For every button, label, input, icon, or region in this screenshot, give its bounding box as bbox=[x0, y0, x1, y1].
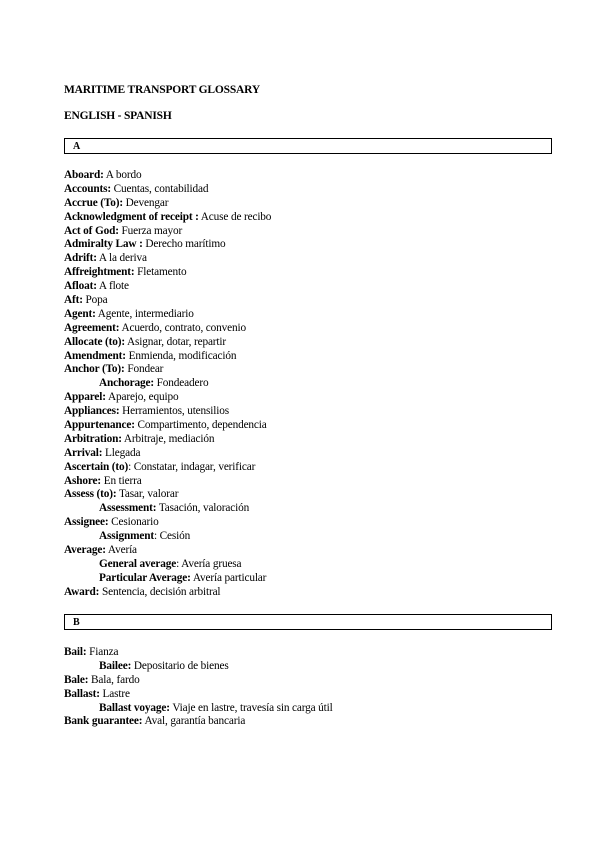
entry-term: Accrue (To): bbox=[64, 196, 123, 209]
entry-definition: A flote bbox=[96, 280, 129, 293]
entry-term: Admiralty Law : bbox=[64, 238, 143, 251]
glossary-entry bbox=[64, 225, 544, 239]
entry-definition: Sentencia, decisión arbitral bbox=[99, 585, 221, 598]
glossary-entry bbox=[64, 586, 544, 600]
entry-term: Accounts: bbox=[64, 182, 111, 195]
glossary-entry bbox=[64, 169, 544, 183]
entry-term: Assess (to): bbox=[64, 488, 117, 501]
entry-term: Bail: bbox=[64, 646, 87, 658]
glossary-entry bbox=[64, 688, 544, 702]
glossary-entry bbox=[64, 308, 544, 322]
entry-term: Bale: bbox=[64, 673, 89, 686]
entry-definition: Depositario de bienes bbox=[131, 659, 229, 672]
glossary-entry bbox=[64, 516, 544, 530]
entry-term: Amendment: bbox=[64, 349, 126, 362]
glossary-entry bbox=[64, 252, 544, 266]
glossary-entry bbox=[64, 405, 544, 419]
entry-term: Acknowledgment of receipt : bbox=[64, 210, 199, 223]
glossary-entry bbox=[64, 475, 544, 489]
entry-term: Bailee: bbox=[99, 659, 132, 672]
entry-definition: Acuse de recibo bbox=[198, 210, 272, 223]
glossary-subentry bbox=[64, 702, 544, 716]
glossary-entry bbox=[64, 674, 544, 688]
entry-term: Appurtenance: bbox=[64, 419, 135, 432]
entry-definition: Tasación, valoración bbox=[156, 502, 250, 515]
glossary-subentry bbox=[64, 377, 544, 391]
section-header-b bbox=[64, 614, 552, 630]
entry-definition: Bala, fardo bbox=[88, 673, 140, 686]
entry-term: Adrift: bbox=[64, 252, 97, 265]
entry-term: Ashore: bbox=[64, 474, 102, 487]
entry-definition: Popa bbox=[82, 294, 108, 307]
entry-definition: Enmienda, modificación bbox=[125, 349, 237, 362]
section-letter: B bbox=[73, 617, 80, 628]
glossary-entry bbox=[64, 336, 544, 350]
glossary-entry bbox=[64, 447, 544, 461]
glossary-entry bbox=[64, 363, 544, 377]
entry-term: Aboard: bbox=[64, 169, 104, 181]
entry-term: Aft: bbox=[64, 294, 83, 307]
entry-term: Anchor (To): bbox=[64, 363, 125, 376]
entry-term: Appliances: bbox=[64, 405, 120, 418]
glossary-entry bbox=[64, 433, 544, 447]
section-entries-a bbox=[64, 169, 544, 600]
glossary-entry bbox=[64, 238, 544, 252]
glossary-entry bbox=[64, 294, 544, 308]
entry-term: Affreightment: bbox=[64, 266, 135, 279]
entry-definition: Tasar, valorar bbox=[116, 488, 179, 501]
glossary-entry bbox=[64, 488, 544, 502]
entry-definition: Herramientos, utensilios bbox=[119, 405, 229, 418]
glossary-entry bbox=[64, 280, 544, 294]
entry-term: Allocate (to): bbox=[64, 335, 125, 348]
entry-term: Ballast voyage: bbox=[99, 701, 170, 714]
section-header-a bbox=[64, 138, 552, 154]
entry-term: Agent: bbox=[64, 307, 96, 320]
page-subtitle: ENGLISH - SPANISH bbox=[64, 110, 172, 122]
entry-term: Ballast: bbox=[64, 687, 100, 700]
entry-term: Arrival: bbox=[64, 446, 103, 459]
glossary-entry bbox=[64, 391, 544, 405]
entry-definition: Cesionario bbox=[108, 516, 159, 529]
entry-definition: Arbitraje, mediación bbox=[121, 432, 215, 445]
entry-term: Ascertain (to) bbox=[64, 460, 129, 473]
entry-definition: Fondeadero bbox=[153, 377, 209, 390]
glossary-entry bbox=[64, 715, 544, 729]
entry-term: Agreement: bbox=[64, 321, 120, 334]
section-entries-b bbox=[64, 646, 544, 729]
entry-definition: Aparejo, equipo bbox=[105, 391, 179, 404]
entry-term: Assessment: bbox=[99, 502, 157, 515]
entry-definition: Fuerza mayor bbox=[118, 224, 183, 237]
glossary-entry bbox=[64, 544, 544, 558]
entry-term: Act of God: bbox=[64, 224, 119, 237]
entry-definition: Llegada bbox=[102, 446, 141, 459]
entry-term: General average bbox=[99, 557, 177, 570]
entry-definition: Fondear bbox=[124, 363, 164, 376]
entry-definition: : Cesión bbox=[154, 530, 191, 543]
glossary-subentry bbox=[64, 572, 544, 586]
entry-definition: Avería particular bbox=[190, 571, 267, 584]
glossary-entry bbox=[64, 461, 544, 475]
entry-definition: Acuerdo, contrato, convenio bbox=[119, 321, 247, 334]
entry-term: Assignee: bbox=[64, 516, 109, 529]
entry-definition: Fianza bbox=[86, 646, 119, 658]
entry-definition: Avería bbox=[105, 544, 137, 557]
page-title: MARITIME TRANSPORT GLOSSARY bbox=[64, 84, 260, 96]
glossary-entry bbox=[64, 419, 544, 433]
entry-definition: Viaje en lastre, travesía sin carga útil bbox=[169, 701, 333, 714]
glossary-entry bbox=[64, 211, 544, 225]
entry-term: Assignment bbox=[99, 530, 154, 543]
entry-definition: Derecho marítimo bbox=[142, 238, 226, 251]
entry-term: Arbitration: bbox=[64, 432, 122, 445]
entry-definition: : Avería gruesa bbox=[176, 557, 242, 570]
glossary-entry bbox=[64, 266, 544, 280]
entry-term: Apparel: bbox=[64, 391, 106, 404]
entry-definition: Devengar bbox=[122, 196, 169, 209]
entry-definition: A bordo bbox=[103, 169, 142, 181]
glossary-entry bbox=[64, 197, 544, 211]
entry-definition: Lastre bbox=[99, 687, 130, 700]
entry-definition: Agente, intermediario bbox=[95, 307, 194, 320]
glossary-entry bbox=[64, 646, 544, 660]
entry-definition: Compartimento, dependencia bbox=[134, 419, 267, 432]
glossary-entry bbox=[64, 322, 544, 336]
entry-term: Particular Average: bbox=[99, 571, 191, 584]
entry-definition: : Constatar, indagar, verificar bbox=[128, 460, 256, 473]
section-letter: A bbox=[73, 141, 81, 152]
entry-definition: Cuentas, contabilidad bbox=[110, 182, 209, 195]
entry-term: Bank guarantee: bbox=[64, 715, 143, 728]
glossary-subentry bbox=[64, 558, 544, 572]
entry-term: Afloat: bbox=[64, 280, 97, 293]
glossary-entry bbox=[64, 183, 544, 197]
glossary-subentry bbox=[64, 660, 544, 674]
entry-definition: A la deriva bbox=[96, 252, 147, 265]
entry-definition: Aval, garantía bancaria bbox=[142, 715, 246, 728]
entry-term: Award: bbox=[64, 585, 100, 598]
entry-definition: Fletamento bbox=[134, 266, 187, 279]
glossary-entry bbox=[64, 350, 544, 364]
glossary-subentry bbox=[64, 530, 544, 544]
entry-definition: En tierra bbox=[101, 474, 142, 487]
glossary-subentry bbox=[64, 502, 544, 516]
entry-term: Anchorage: bbox=[99, 377, 154, 390]
entry-term: Average: bbox=[64, 544, 106, 557]
entry-definition: Asignar, dotar, repartir bbox=[124, 335, 227, 348]
